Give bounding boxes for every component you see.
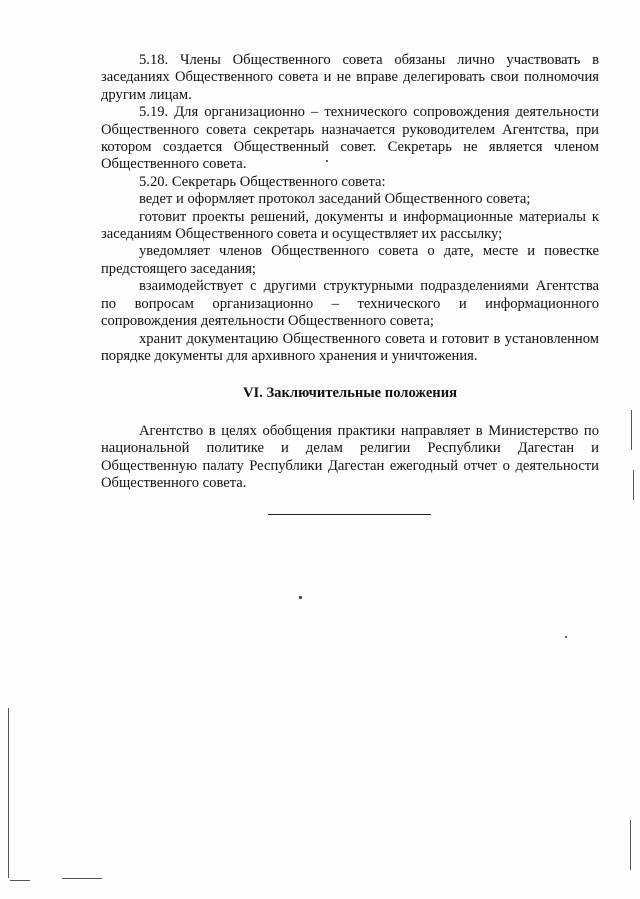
closing-rule xyxy=(268,514,431,515)
paragraph-5-18: 5.18. Члены Общественного совета обязаны лично участвовать в заседаниях Общественного совета и не вправе делегировать свои полномочия другим лицам. xyxy=(101,52,599,103)
section-heading: VI. Заключительные положения xyxy=(242,385,458,402)
paragraph-5-19: 5.19. Для организационно – технического сопровождения деятельности Общественного совета секретарь назначается руководителем Агентства, при котором создается Общественный совет. Секретарь не является членом Общественного совета. xyxy=(101,104,599,173)
scan-speck xyxy=(326,160,328,162)
scan-edge-mark xyxy=(633,470,634,500)
scan-edge-mark xyxy=(10,880,30,881)
scan-edge-mark xyxy=(8,708,9,878)
scan-speck xyxy=(299,596,302,599)
scan-speck xyxy=(565,636,567,638)
scan-edge-mark xyxy=(62,878,102,879)
paragraph-5-20: 5.20. Секретарь Общественного совета: xyxy=(139,173,386,190)
duty-item: ведет и оформляет протокол заседаний Общественного совета; xyxy=(139,191,531,208)
duty-item: уведомляет членов Общественного совета о дате, месте и повестке предстоящего заседания; xyxy=(101,243,599,277)
document-body xyxy=(101,52,599,492)
duty-item: взаимодействует с другими структурными подразделениями Агентства по вопросам организационно – технического и информационного сопровождения деятельности Общественного совета; xyxy=(101,278,599,330)
scan-edge-mark xyxy=(631,410,632,450)
duty-item: готовит проекты решений, документы и информационные материалы к заседаниям Общественного совета и осуществляет их рассылку; xyxy=(101,208,599,243)
final-paragraph: Агентство в целях обобщения практики направляет в Министерство по национальной политике и делам религии Республики Дагестан и Общественную палату Республики Дагестан ежегодный отчет о деятельности Общественного совета. xyxy=(101,422,599,491)
scan-edge-mark xyxy=(630,820,631,870)
duty-item: хранит документацию Общественного совета и готовит в установленном порядке документы для архивного хранения и уничтожения. xyxy=(101,330,599,364)
